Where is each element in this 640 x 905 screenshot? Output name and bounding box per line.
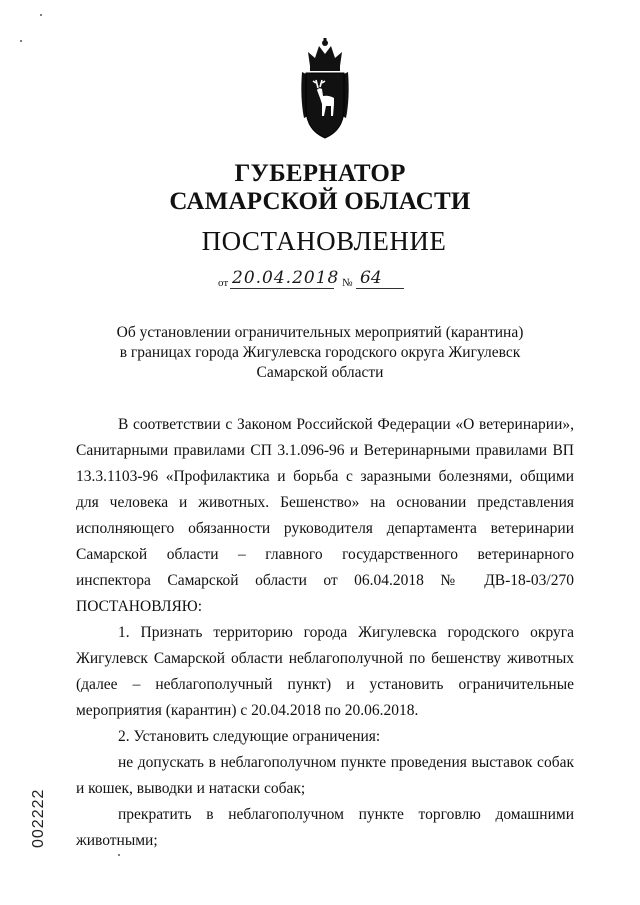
document-number: 64 [360, 268, 382, 288]
date-underline [230, 288, 334, 289]
scan-speck [20, 40, 22, 42]
body-paragraph: В соответствии с Законом Российской Федерации «О ветеринарии», Санитарными правилами СП 3.1.096-96 и Ветеринарными правилами ВП 13.3.1103-96 «Профилактика и борьба с заразными болезнями, общими для человека и животных. Бешенство» на основании представления исполняющего обязанности руководителя департамента ветеринарии Самарской области – главного государственного ветеринарного инспектора Самарской области от 06.04.2018 № ДВ-18-03/270 ПОСТАНОВЛЯЮ: [76, 416, 574, 615]
body-paragraph: не допускать в неблагополучном пункте проведения выставок собак и кошек, выводки и натаски собак; [76, 754, 574, 797]
document-date: 20.04.2018 [232, 268, 340, 288]
document-type: ПОСТАНОВЛЕНИЕ [201, 226, 447, 256]
body-paragraph: прекратить в неблагополучном пункте торговлю домашними животными; [76, 806, 574, 849]
document-body [76, 412, 574, 854]
number-label: № [342, 277, 353, 289]
date-prefix: от [218, 277, 229, 289]
coat-of-arms-icon [298, 38, 352, 144]
registration-stamp-code: 002222 [30, 788, 47, 848]
title-line: в границах города Жигулевска городского округа Жигулевск [119, 344, 521, 361]
title-line: Самарской области [256, 364, 384, 381]
authority-title-line1: ГУБЕРНАТОР [234, 160, 406, 187]
date-number-line [218, 268, 438, 292]
body-paragraph: 2. Установить следующие ограничения: [118, 728, 381, 745]
scan-speck [118, 854, 120, 856]
number-underline [356, 288, 404, 289]
scan-speck [40, 14, 42, 16]
document-title [60, 323, 580, 383]
authority-title-line2: САМАРСКОЙ ОБЛАСТИ [169, 188, 471, 215]
body-paragraph: 1. Признать территорию города Жигулевска городского округа Жигулевск Самарской области неблагополучной по бешенству животных (далее – неблагополучный пункт) и установить ограничительные мероприятия (карантин) с 20.04.2018 по 20.06.2018. [76, 624, 574, 719]
title-line: Об установлении ограничительных мероприятий (карантина) [116, 324, 524, 341]
